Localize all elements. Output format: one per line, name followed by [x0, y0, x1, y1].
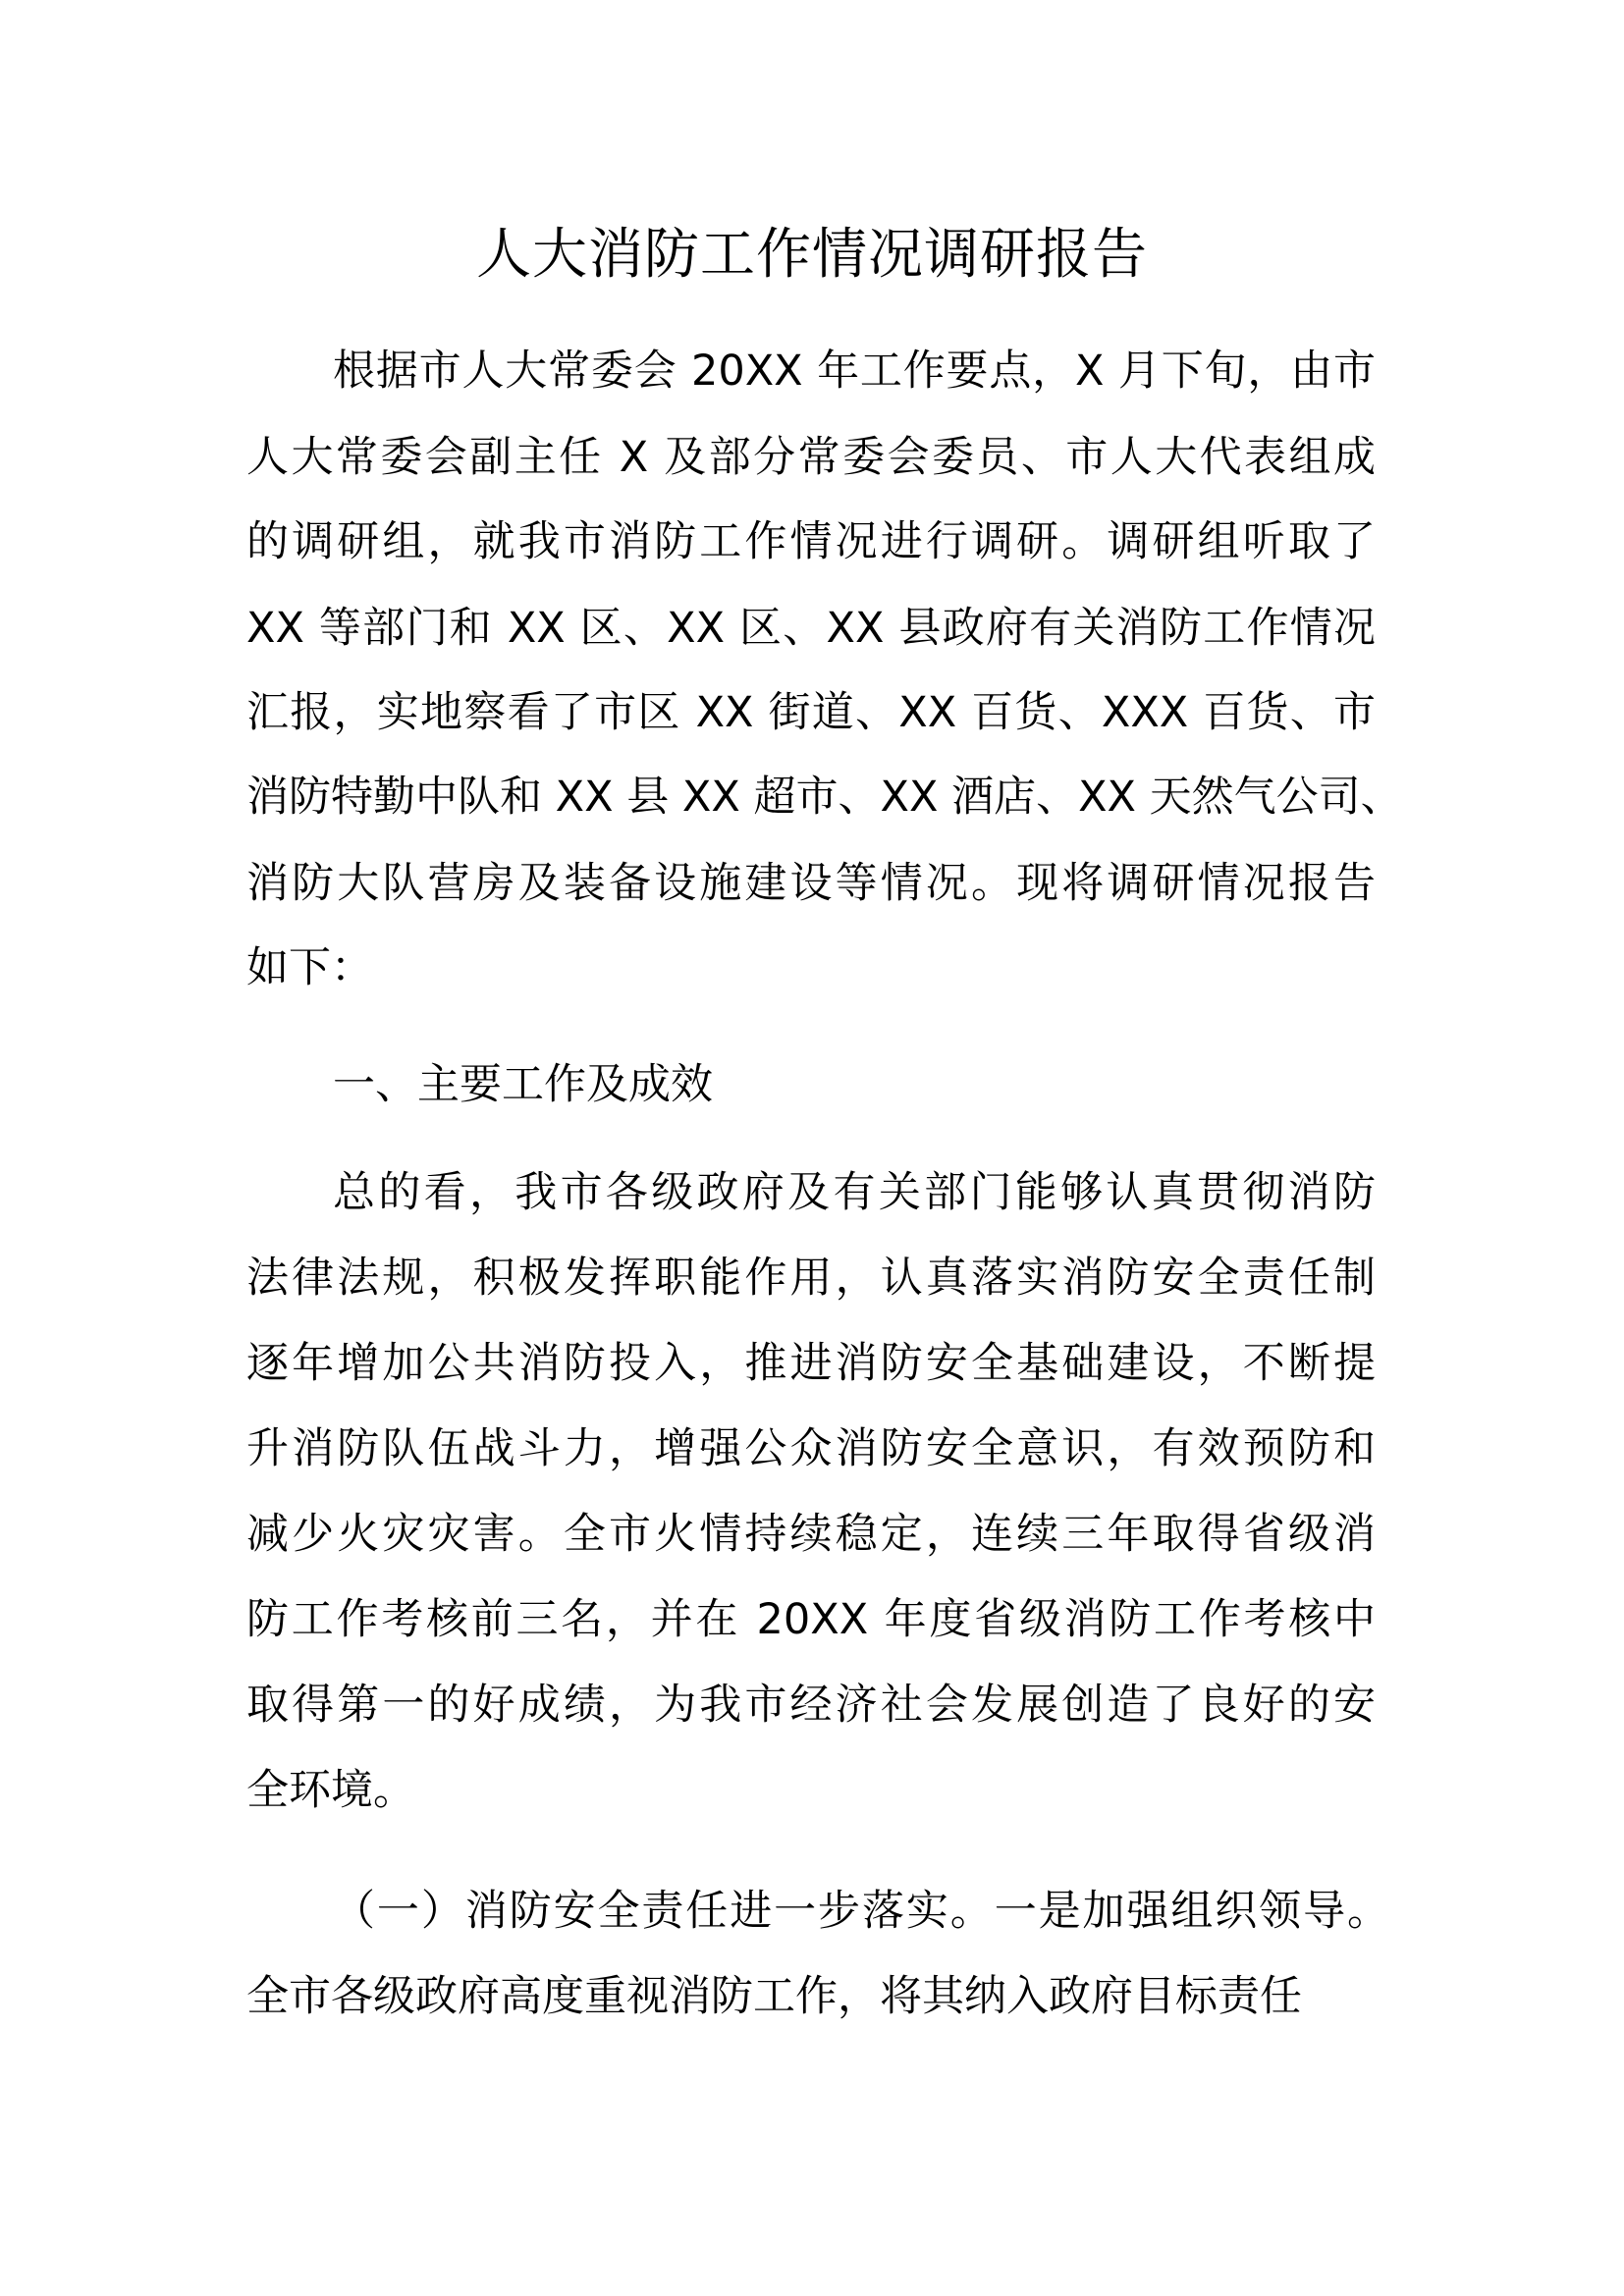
paragraph-line: 取得第一的好成绩，为我市经济社会发展创造了良好的安 [246, 1681, 1376, 1730]
paragraph-line: （一）消防安全责任进一步落实。一是加强组织领导。 [333, 1887, 1389, 1936]
paragraph-line: 法律法规，积极发挥职能作用，认真落实消防安全责任制 [246, 1254, 1376, 1303]
paragraph-line: 防工作考核前三名，并在 20XX 年度省级消防工作考核中 [246, 1595, 1376, 1644]
paragraph-line: 人大常委会副主任 X 及部分常委会委员、市人大代表组成 [246, 433, 1376, 482]
paragraph-line: 根据市人大常委会 20XX 年工作要点，X 月下旬，由市 [333, 347, 1376, 396]
paragraph-line: 减少火灾灾害。全市火情持续稳定，连续三年取得省级消 [246, 1510, 1376, 1559]
paragraph-line: 消防大队营房及装备设施建设等情况。现将调研情况报告 [246, 859, 1376, 908]
paragraph-line: 逐年增加公共消防投入，推进消防安全基础建设，不断提 [246, 1339, 1376, 1388]
paragraph-line: 总的看，我市各级政府及有关部门能够认真贯彻消防 [333, 1168, 1376, 1217]
section-heading: 一、主要工作及成效 [333, 1060, 713, 1109]
paragraph-line: 全环境。 [246, 1766, 415, 1815]
paragraph-line: XX 等部门和 XX 区、XX 区、XX 县政府有关消防工作情况 [246, 604, 1376, 653]
document-title: 人大消防工作情况调研报告 [476, 223, 1148, 287]
paragraph-line: 消防特勤中队和 XX 县 XX 超市、XX 酒店、XX 天然气公司、 [246, 773, 1403, 822]
paragraph-line: 汇报，实地察看了市区 XX 街道、XX 百货、XXX 百货、市 [246, 688, 1376, 737]
paragraph-line: 如下： [246, 943, 373, 992]
paragraph-line: 升消防队伍战斗力，增强公众消防安全意识，有效预防和 [246, 1424, 1376, 1473]
paragraph-line: 的调研组，就我市消防工作情况进行调研。调研组听取了 [246, 517, 1376, 566]
paragraph-line: 全市各级政府高度重视消防工作，将其纳入政府目标责任 [246, 1972, 1302, 2021]
